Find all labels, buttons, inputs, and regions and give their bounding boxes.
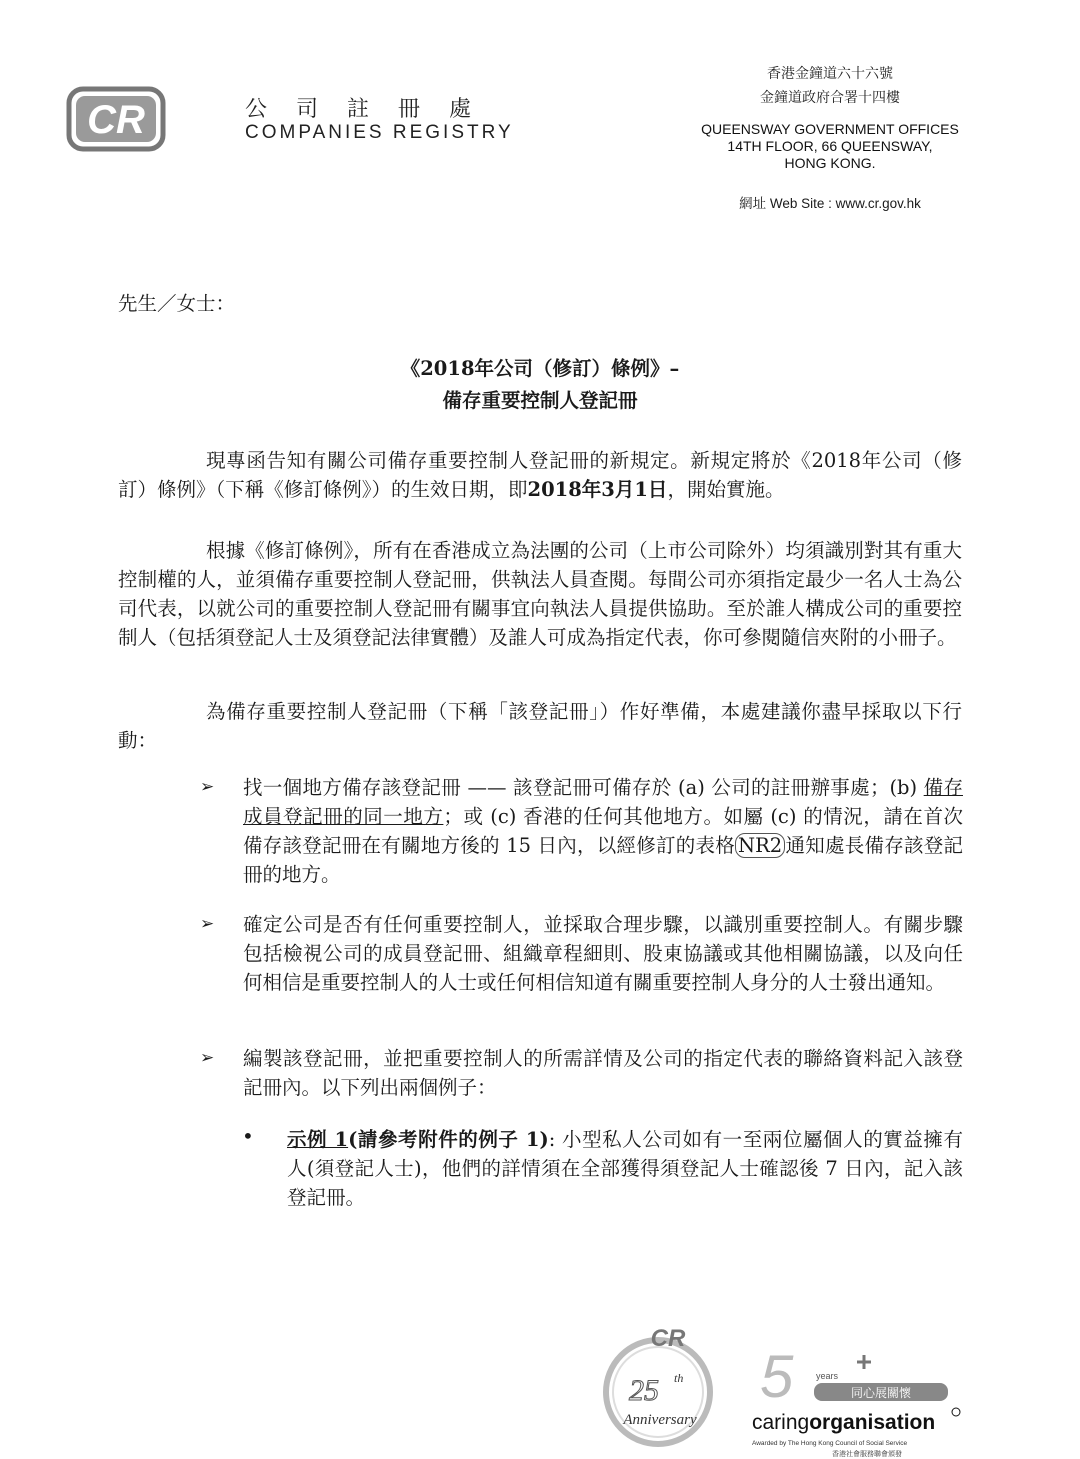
caring-word: caring (752, 1411, 810, 1434)
bullet-arrow-icon: ➢ (200, 777, 215, 797)
caring-years-number: 5 (760, 1345, 794, 1410)
bullet-1-underlined: 備存成員登記冊的同一地方 (243, 776, 963, 828)
paragraph-1 (118, 446, 962, 504)
bullet-2: 確定公司是否有任何重要控制人，並採取合理步驟，以識別重要控制人。有關步驟包括檢視公司的成員登記冊、組織章程細則、股東協議或其他相關協議，以及向任何相信是重要控制人的人士或任何相信知道有關重要控制人身分的人士發出通知。 (243, 913, 963, 994)
paragraph-2: 根據《修訂條例》，所有在香港成立為法團的公司（上市公司除外）均須識別對其有重大控制權的人，並須備存重要控制人登記冊，供執法人員查閱。每間公司亦須指定最少一名人士為公司代表，以就公司的重要控制人登記冊有關事宜向執法人員提供協助。至於誰人構成公司的重要控制人（包括須登記人士及須登記法律實體）及誰人可成為指定代表，你可參閱隨信夾附的小冊子。 (118, 539, 962, 649)
bullet-arrow-icon: ➢ (200, 1048, 215, 1068)
anniversary-number: 25 (629, 1374, 659, 1407)
address-en-line3: HONG KONG. (784, 155, 876, 171)
paragraph-1-text: 現專函告知有關公司備存重要控制人登記冊的新規定。新規定將於《2018年公司（修訂）條例》（下稱《修訂條例》）的生效日期，即 (118, 449, 962, 501)
example-1-label: 示例 1 (287, 1128, 349, 1151)
address-en-line2: 14TH FLOOR, 66 QUEENSWAY, (727, 138, 933, 154)
bullet-1 (243, 773, 963, 889)
paragraph-3: 為備存重要控制人登記冊（下稱「該登記冊」）作好準備，本處建議你盡早採取以下行動： (118, 700, 962, 752)
svg-text:caringorganisation (752, 1411, 935, 1434)
registry-name-zh: 公司註冊處 (245, 97, 501, 122)
website: 網址 Web Site : www.cr.gov.hk (739, 196, 921, 211)
address-zh-line1: 香港金鐘道六十六號 (767, 66, 893, 82)
paragraph-1-end: ，開始實施。 (667, 478, 785, 501)
title-line2: 備存重要控制人登記冊 (442, 389, 638, 412)
example-1-text: : 小型私人公司如有一至兩位屬個人的實益擁有人(須登記人士)，他們的詳情須在全部獲得須登記人士確認後 7 日內，記入該登記冊。 (287, 1128, 963, 1209)
form-nr2: NR2 (735, 833, 785, 858)
effective-date: 2018年3月1日 (527, 478, 668, 501)
bullet-arrow-icon: ➢ (200, 914, 215, 934)
greeting: 先生／女士： (118, 292, 236, 315)
caring-badge-text: 同心展關懷 (850, 1386, 912, 1400)
organisation-word: organisation (809, 1411, 936, 1434)
cr-logo (66, 86, 166, 152)
anniversary-25th-logo (600, 1320, 730, 1450)
caring-years-label: years (816, 1371, 839, 1381)
bullet-3: 編製該登記冊，並把重要控制人的所需詳情及公司的指定代表的聯絡資料記入該登記冊內。以下列出兩個例子： (243, 1047, 963, 1099)
cr-logo-text: CR (87, 98, 145, 142)
caring-award-text-zh: 香港社會服務聯會頒發 (832, 1450, 902, 1458)
bullet-dot-icon: • (242, 1124, 254, 1148)
bullet-1-text-b: ；或 (c) 香港的任何其他地方。如屬 (c) 的情況，請在首次備存該登記冊在有關地方後的 15 日內，以經修訂的表格 (243, 805, 963, 857)
example-1 (287, 1125, 963, 1212)
caring-organisation-logo (752, 1345, 972, 1459)
anniversary-text: Anniversary (623, 1412, 697, 1428)
example-1-ref: (請參考附件的例子 1) (348, 1128, 549, 1151)
title-line1: 《2018年公司（修訂）條例》– (400, 357, 680, 380)
bullet-1-text-a: 找一個地方備存該登記冊 —— 該登記冊可備存於 (a) 公司的註冊辦事處；(b) (243, 776, 924, 799)
address-zh-line2: 金鐘道政府合署十四樓 (760, 90, 900, 106)
address-en-line1: QUEENSWAY GOVERNMENT OFFICES (701, 121, 959, 137)
caring-award-text: Awarded by The Hong Kong Council of Social Service (752, 1440, 908, 1447)
anniversary-suffix: th (674, 1371, 684, 1385)
registry-name-en: COMPANIES REGISTRY (245, 122, 514, 143)
bullet-1-text-c: 通知處長備存該登記冊的地方。 (243, 834, 963, 886)
anniversary-cr-text: CR (650, 1325, 686, 1352)
